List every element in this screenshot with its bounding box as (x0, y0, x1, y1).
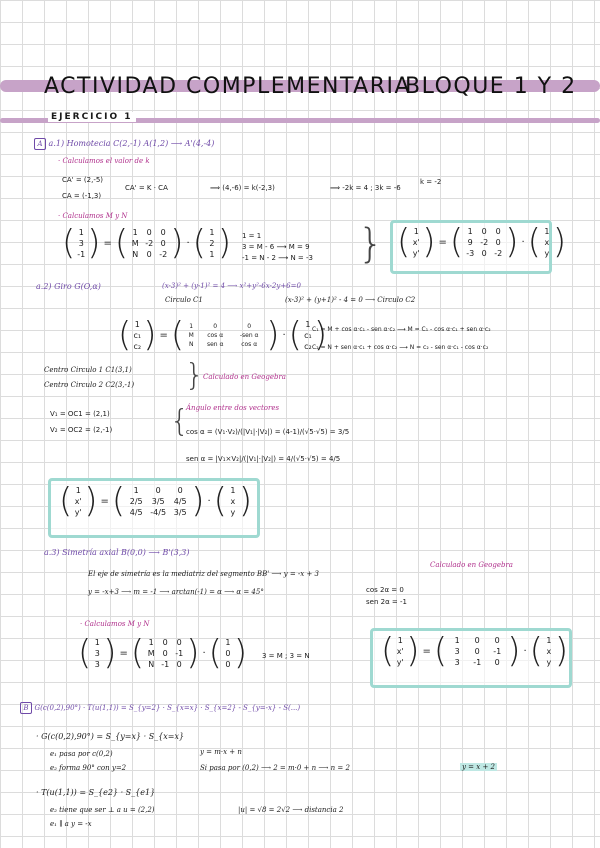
matrix-entry: 0 (160, 238, 166, 248)
a1-result-box: ( 1 x' y' ) = ( 1 0 0 9 -2 0 -3 0 -2 ) · ( 1 x y ) (390, 220, 552, 274)
b-g4: Si pasa por (0,2) ⟶ 2 = m·0 + n ⟶ n = 2 (200, 764, 350, 772)
matrix-entry: 0 (155, 485, 161, 495)
a3-result: 3 = M ; 3 = N (262, 652, 310, 660)
a3-sen2: sen 2α = -1 (366, 598, 407, 606)
matrix-entry: 1 (467, 226, 473, 236)
matrix-entry: -2 (159, 249, 168, 259)
vec-entry: c₁ (133, 330, 142, 340)
a2-circle2: (x-3)² + (y+1)² - 4 = 0 ⟶ Circulo C2 (285, 296, 416, 304)
vec-entry: x' (412, 237, 420, 247)
vec-entry: y' (396, 657, 404, 667)
a3-geogebra-note: Calculado en Geogebra (430, 561, 513, 569)
section-a-label: A (34, 138, 46, 150)
matrix-entry: M (131, 238, 139, 248)
matrix-entry: -3 (466, 248, 475, 258)
b-g3: y = m·x + n (200, 748, 242, 756)
vec-entry: 1 (413, 226, 419, 236)
vec-entry: 1 (75, 485, 81, 495)
a1-lhs-equation: ( 1 3 -1 ) = ( 1 0 0 M -2 0 N 0 -2 ) · ( 1 2 1 ) (62, 223, 232, 263)
a2-rotation-equation: ( 1 c₁ c₂ ) = ( 1 0 0 M cos α -sen α N sen α cos α ) · ( 1 c₁ c₂ ) (118, 315, 328, 355)
matrix-entry: 4/5 (173, 496, 187, 506)
a2-v1: V₁ = OC1 = (2,1) (50, 410, 110, 418)
b-t1: e₂ tiene que ser ⊥ a u = (2,2) (50, 806, 155, 814)
matrix-entry: 1 (189, 322, 194, 330)
a1-ca: CA = (-1,3) (62, 192, 102, 200)
a2-circle1: (x-3)² + (y-1)² = 4 ⟶ x²+y²-6x-2y+6=0 (162, 282, 301, 290)
vec-entry: 3 (94, 659, 100, 669)
matrix-entry: 0 (160, 227, 166, 237)
matrix-entry: M (188, 331, 194, 339)
vec-entry: c₂ (304, 341, 312, 351)
matrix-entry: 3 (454, 646, 460, 656)
vec-entry: x (230, 496, 236, 506)
matrix-entry: -1 (473, 657, 482, 667)
b-t3: |u| = √8 = 2√2 ⟶ distancia 2 (238, 806, 344, 814)
a1-eq3: ⟹ -2k = 4 ; 3k = -6 (330, 184, 401, 192)
a2-heading: a.2) Giro G(O,α) (36, 282, 101, 291)
vec-entry: 1 (78, 227, 84, 237)
matrix-entry: 0 (474, 646, 480, 656)
matrix-entry: 3/5 (173, 507, 187, 517)
a1-eq2: ⟹ (4,-6) = k(-2,3) (210, 184, 275, 192)
matrix-entry: 0 (495, 237, 501, 247)
a3-result-box: ( 1 x' y' ) = ( 1 0 0 3 0 -1 3 -1 0 ) · ( 1 x y ) (370, 628, 572, 688)
matrix-entry: 1 (454, 635, 460, 645)
matrix-entry: 9 (467, 237, 473, 247)
vec-entry: y (546, 657, 552, 667)
matrix-entry: 3 (454, 657, 460, 667)
b-heading-text: G(c(0,2),90°) · T(u(1,1)) = S_{y=2} · S_{x=x} · S_{x=2} - S_{y=-x} - S(...) (34, 704, 301, 712)
matrix-entry: 1 (148, 637, 154, 647)
vec-entry: x (546, 646, 552, 656)
matrix-entry: M (147, 648, 155, 658)
a1-heading (34, 138, 214, 150)
vec-entry: 3 (94, 648, 100, 658)
matrix-entry: 0 (494, 657, 500, 667)
a3-lhs-equation: ( 1 3 3 ) = ( 1 0 0 M 0 -1 N -1 0 ) · ( 1 0 0 ) (78, 633, 248, 673)
a3-line2: y = -x+3 ⟶ m = -1 ⟶ arctan(-1) = α ⟶ α = 45° (88, 588, 264, 596)
a3-heading: a.3) Simetría axial B(0,0) ⟶ B'(3,3) (44, 548, 190, 557)
section-b-label: B (20, 702, 32, 714)
a3-step-title: · Calculamos M y N (80, 620, 150, 628)
a2-v2: V₂ = OC2 = (2,-1) (50, 426, 113, 434)
a2-result-box: ( 1 x' y' ) = ( 1 0 0 2/5 3/5 4/5 4/5 -4/5 3/5 ) · ( 1 x y ) (48, 478, 260, 538)
vec-entry: 1 (134, 319, 140, 329)
a1-sys3: -1 = N - 2 ⟶ N = -3 (242, 254, 313, 262)
brace-icon: } (185, 358, 205, 393)
matrix-entry: 0 (176, 659, 182, 669)
matrix-entry: 0 (481, 226, 487, 236)
b-t2: e₁ ∥ a y = -x (50, 820, 92, 828)
matrix-entry: 0 (495, 226, 501, 236)
vec-entry: 3 (78, 238, 84, 248)
vec-entry: 1 (209, 249, 215, 259)
a2-c1-label: Circulo C1 (165, 296, 203, 304)
vec-entry: x (544, 237, 550, 247)
brace-icon: { (170, 404, 190, 439)
matrix-entry: 3/5 (151, 496, 165, 506)
matrix-entry: 0 (474, 635, 480, 645)
a2-c1-formula: C₁ = M + cos α·c₁ - sen α·c₂ ⟶ M = C₁ - cos α·c₁ + sen α·c₂ (312, 326, 491, 333)
matrix-entry: 1 (132, 227, 138, 237)
matrix-entry: -4/5 (150, 507, 167, 517)
b-g2: e₂ forma 90° con y=2 (50, 764, 127, 772)
matrix-entry: -2 (480, 237, 489, 247)
matrix-entry: 0 (162, 648, 168, 658)
vec-entry: c₂ (133, 341, 142, 351)
brace-icon: } (358, 221, 384, 267)
a2-centre1: Centro Circulo 1 C1(3,1) (44, 366, 132, 374)
vec-entry: 1 (225, 637, 231, 647)
vec-entry: 1 (305, 319, 311, 329)
vec-entry: 0 (225, 659, 231, 669)
a1-step2-title: · Calculamos M y N (58, 212, 128, 220)
vec-entry: x' (74, 496, 82, 506)
matrix-entry: -2 (494, 248, 503, 258)
a2-c2-formula: C₂ = N + sen α·c₁ + cos α·c₂ ⟶ N = c₂ - sen α·c₁ - cos α·c₂ (312, 344, 489, 351)
a2-geogebra-note: Calculado en Geogebra (203, 373, 286, 381)
vec-entry: 1 (230, 485, 236, 495)
b-g-title: · G(c(0,2),90°) = S_{y=x} · S_{x=x} (36, 732, 185, 741)
a2-angle-title: Ángulo entre dos vectores (186, 404, 280, 412)
matrix-entry: cos α (241, 340, 258, 348)
vec-entry: 1 (209, 227, 215, 237)
matrix-entry: 0 (177, 485, 183, 495)
vec-entry: y' (412, 248, 420, 258)
matrix-entry: 0 (494, 635, 500, 645)
matrix-entry: 2/5 (129, 496, 143, 506)
a1-eq1: CA' = K · CA (125, 184, 168, 192)
vec-entry: y' (74, 507, 82, 517)
b-g1: e₁ pasa por c(0,2) (50, 750, 113, 758)
matrix-entry: 0 (176, 637, 182, 647)
vec-entry: -1 (77, 249, 86, 259)
b-heading (20, 702, 300, 714)
vec-entry: y (544, 248, 550, 258)
matrix-entry: 0 (247, 322, 252, 330)
matrix-entry: 0 (146, 227, 152, 237)
a3-cos2: cos 2α = 0 (366, 586, 404, 594)
a1-sys1: 1 = 1 (242, 232, 262, 240)
vec-entry: 1 (546, 635, 552, 645)
a2-centre2: Centro Circulo 2 C2(3,-1) (44, 381, 135, 389)
vec-entry: x' (396, 646, 404, 656)
vec-entry: y (230, 507, 236, 517)
block-title: BLOQUE 1 Y 2 (405, 74, 577, 99)
matrix-entry: 0 (162, 637, 168, 647)
a2-cos: cos α = (V₁·V₂)/(|V₁|·|V₂|) = (4-1)/(√5·√5) = 3/5 (186, 428, 350, 436)
matrix-entry: -1 (175, 648, 184, 658)
matrix-entry: 1 (133, 485, 139, 495)
matrix-entry: 4/5 (129, 507, 143, 517)
matrix-entry: -1 (161, 659, 170, 669)
matrix-entry: cos α (207, 331, 224, 339)
matrix-entry: -1 (493, 646, 502, 656)
b-t-title: · T(u(1,1)) = S_{e2} · S_{e1} (36, 788, 156, 797)
a1-sys2: 3 = M - 6 ⟶ M = 9 (242, 243, 310, 251)
matrix-entry: N (132, 249, 139, 259)
vec-entry: 0 (225, 648, 231, 658)
a1-ca-prime: CA' = (2,-5) (62, 176, 104, 184)
matrix-entry: 0 (481, 248, 487, 258)
a1-step1-title: · Calculamos el valor de k (58, 157, 150, 165)
page-title: ACTIVIDAD COMPLEMENTARIA (44, 74, 412, 99)
matrix-entry: N (188, 340, 194, 348)
vec-entry: c₁ (304, 330, 312, 340)
matrix-entry: 0 (213, 322, 218, 330)
a1-eq4: k = -2 (420, 178, 442, 186)
b-g5: y = x + 2 (462, 763, 495, 771)
matrix-entry: N (148, 659, 155, 669)
a1-heading-text: a.1) Homotecia C(2,-1) A(1,2) ⟶ A'(4,-4) (48, 139, 215, 148)
vec-entry: 1 (94, 637, 100, 647)
matrix-entry: sen α (206, 340, 224, 348)
a3-line1: El eje de simetría es la mediatriz del segmento BB' ⟶ y = -x + 3 (88, 570, 319, 578)
vec-entry: 1 (544, 226, 550, 236)
matrix-entry: -sen α (239, 331, 259, 339)
vec-entry: 1 (397, 635, 403, 645)
exercise-title: EJERCICIO 1 (48, 112, 136, 122)
matrix-entry: -2 (145, 238, 154, 248)
matrix-entry: 0 (146, 249, 152, 259)
a2-sen: sen α = |V₁×V₂|/(|V₁|·|V₂|) = 4/(√5·√5) = 4/5 (186, 455, 341, 463)
vec-entry: 2 (209, 238, 215, 248)
